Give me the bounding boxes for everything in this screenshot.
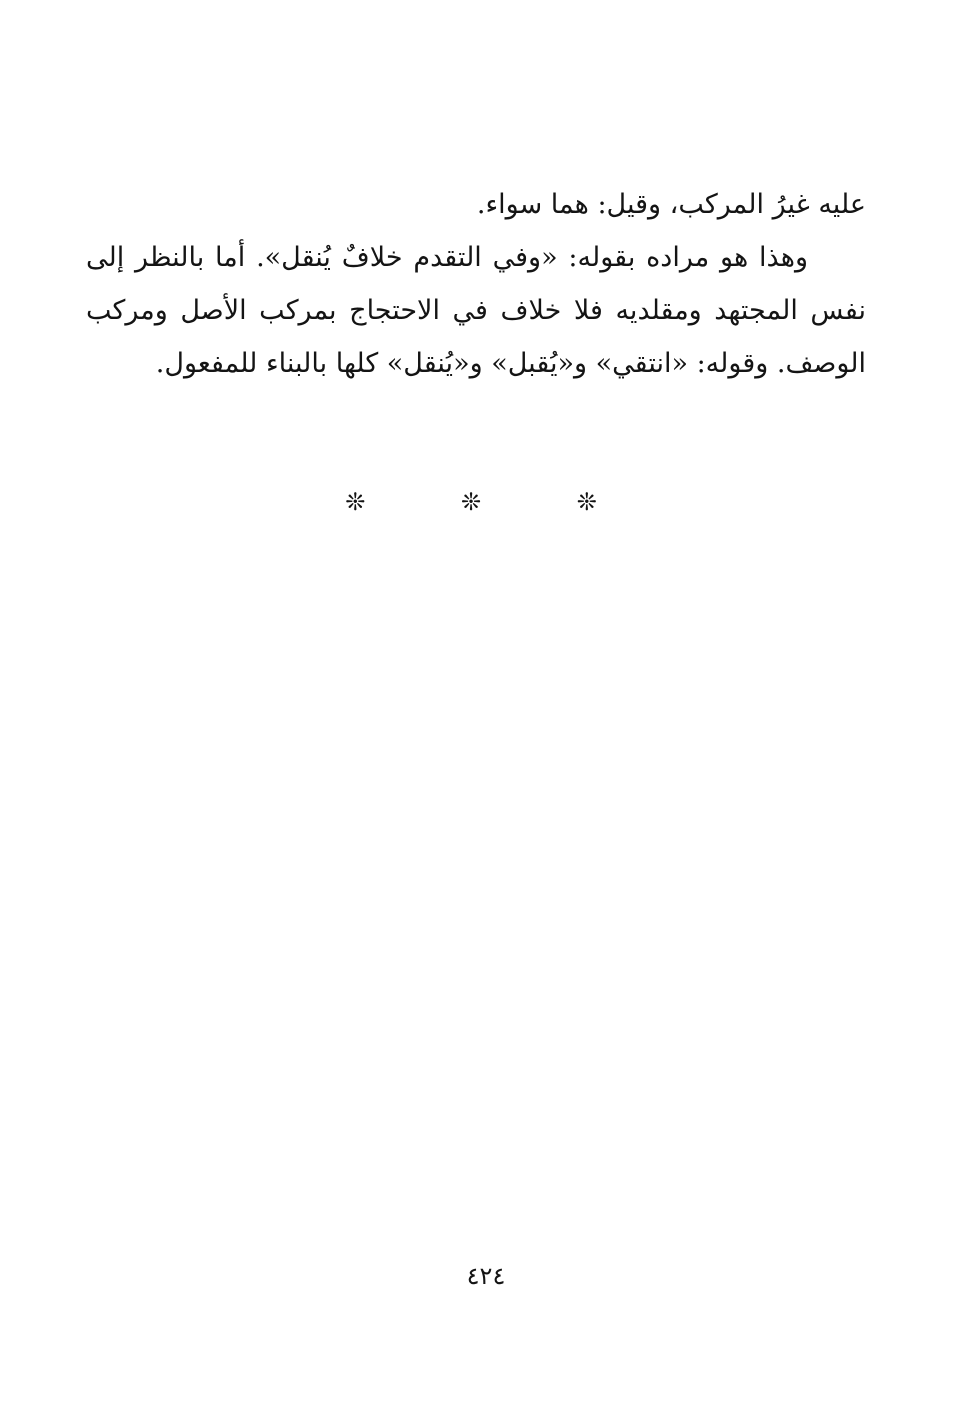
text-line-4: الوصف. وقوله: «انتقي» و«يُقبل» و«يُنقل» كلها بالبناء للمفعول. <box>155 348 866 379</box>
asterism-icon: ❊ <box>576 488 627 516</box>
section-separator <box>0 488 972 516</box>
text-line-3: نفس المجتهد ومقلديه فلا خلاف في الاحتجاج بمركب الأصل ومركب <box>86 295 866 326</box>
page-number: ٤٢٤ <box>466 1262 506 1290</box>
text-line-2: وهذا هو مراده بقوله: «وفي التقدم خلافٌ يُنقل». أما بالنظر إلى <box>86 242 808 273</box>
asterism-icon: ❊ <box>345 488 396 516</box>
text-line-1: عليه غيرُ المركب، وقيل: هما سواء. <box>476 189 866 220</box>
page-body <box>86 178 866 390</box>
asterism-icon: ❊ <box>460 488 512 516</box>
